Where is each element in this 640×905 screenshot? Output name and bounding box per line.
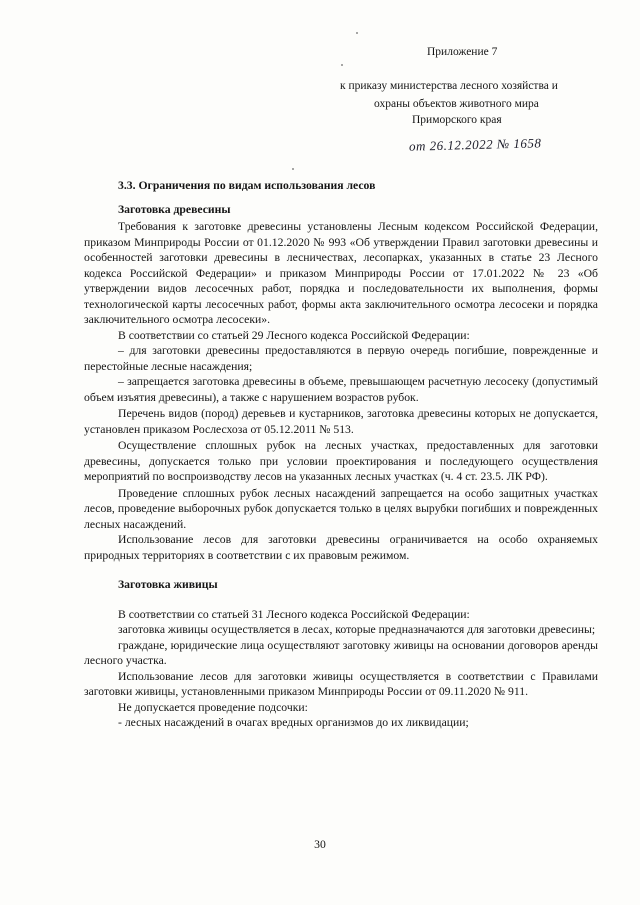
- appendix-label: Приложение 7: [427, 46, 498, 58]
- list-item: - лесных насаждений в очагах вредных организмов до их ликвидации;: [118, 716, 469, 729]
- paragraph: граждане, юридические лица осуществляют заготовку живицы на основании договоров аренды лесного участка.: [84, 638, 598, 667]
- document-body: [84, 178, 598, 731]
- paragraph: Использование лесов для заготовки живицы осуществляется в соответствии с Правилами заготовки живицы, установленными приказом Минприроды России от 09.11.2020 № 911.: [84, 669, 598, 698]
- paragraph: Перечень видов (пород) деревьев и кустарников, заготовка древесины которых не допускается, установлен приказом Рослесхоза от 05.12.2011 № 513.: [84, 407, 598, 436]
- subsection-title-timber: Заготовка древесины: [118, 202, 231, 216]
- paragraph: В соответствии со статьей 29 Лесного кодекса Российской Федерации:: [118, 328, 470, 342]
- scan-speck: [356, 32, 358, 34]
- order-reference-line-2: охраны объектов животного мира: [374, 98, 539, 110]
- section-title: 3.3. Ограничения по видам использования лесов: [118, 179, 376, 192]
- paragraph: заготовка живицы осуществляется в лесах, которые предназначаются для заготовки древесины;: [118, 623, 596, 636]
- paragraph: Осуществление сплошных рубок на лесных участках, предоставленных для заготовки древесины, допускается только при условии проектирования и последующего осуществления мероприятий по воспроизводству лесов на указанных лесных участках (ч. 4 ст. 23.5. ЛК РФ).: [84, 439, 598, 483]
- handwritten-date-number: от 26.12.2022 № 1658: [408, 135, 542, 154]
- paragraph: Требования к заготовке древесины установлены Лесным кодексом Российской Федерации, приказом Минприроды России от 01.12.2020 № 993 «Об утверждении Правил заготовки древесины и особенностей заготовки древесины в лесничествах, лесопарках, указанных в статье 23 Лесного кодекса Российской Федерации» и приказом Минприроды России от 17.01.2022 № 23 «Об утверждении видов лесосечных работ, порядка и последовательности их выполнения, формы технологической карты лесосечных работ, формы акта заключительного осмотра лесосеки и порядка заключительного осмотра лесосеки».: [84, 220, 598, 326]
- paragraph: Проведение сплошных рубок лесных насаждений запрещается на особо защитных участках лесов, проведение выборочных рубок допускается только в целях вырубки погибших и поврежденных лесных насаждений.: [84, 486, 598, 531]
- scan-speck: [341, 64, 343, 66]
- page-number: 30: [314, 838, 326, 851]
- order-reference-line-3: Приморского края: [412, 114, 502, 126]
- scan-speck: [292, 168, 294, 170]
- order-reference-line-1: к приказу министерства лесного хозяйства и: [340, 80, 558, 92]
- paragraph: Использование лесов для заготовки древесины ограничивается на особо охраняемых природных территориях в соответствии с их правовым режимом.: [84, 533, 598, 562]
- subsection-title-resin: Заготовка живицы: [118, 578, 218, 591]
- list-item: – для заготовки древесины предоставляются в первую очередь погибшие, поврежденные и перестойные лесные насаждения;: [84, 344, 598, 373]
- list-item: – запрещается заготовка древесины в объеме, превышающем расчетную лесосеку (допустимый объем изъятия древесины), а также с нарушением возрастов рубок.: [84, 375, 598, 404]
- paragraph: Не допускается проведение подсочки:: [118, 700, 308, 714]
- paragraph: В соответствии со статьей 31 Лесного кодекса Российской Федерации:: [118, 607, 470, 621]
